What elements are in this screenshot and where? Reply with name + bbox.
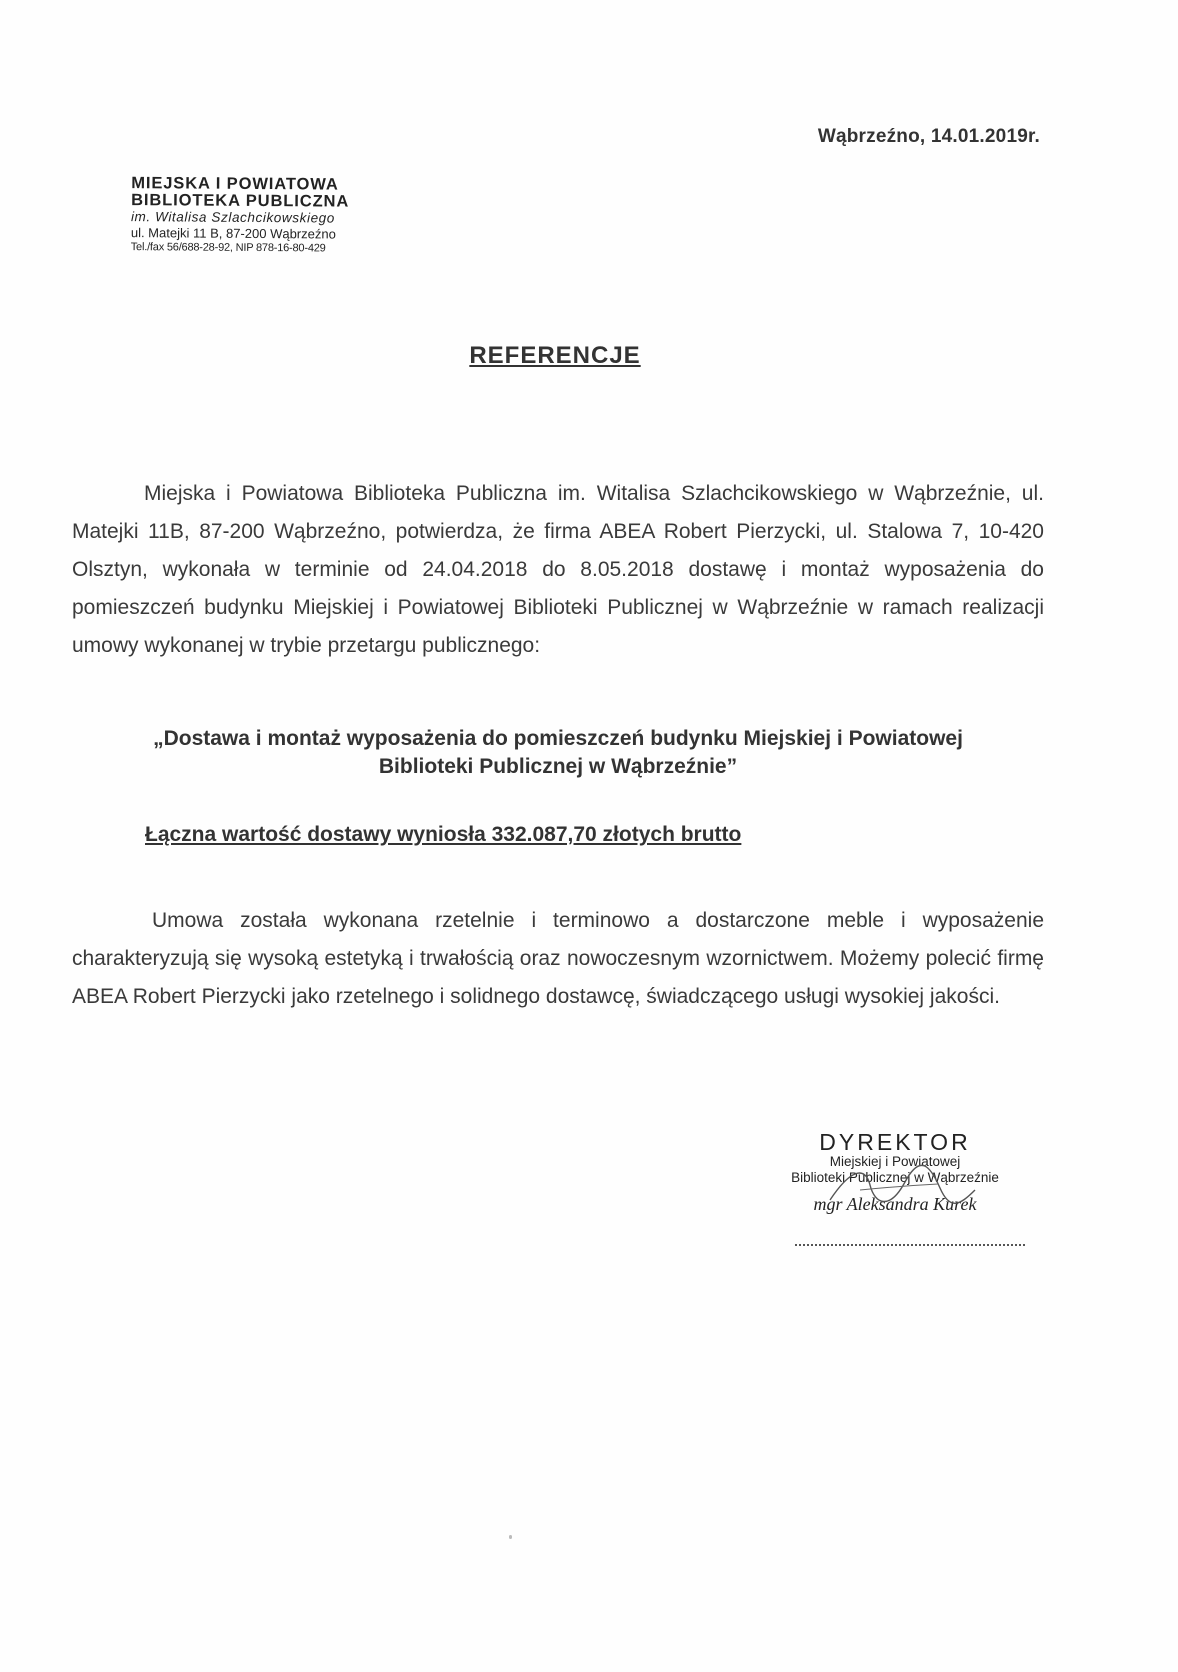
stamp-line-2: BIBLIOTEKA PUBLICZNA [131,191,350,211]
signature-title: DYREKTOR [819,1129,971,1155]
stamp-line-4: ul. Matejki 11 B, 87-200 Wąbrzeźno [130,225,336,242]
signature-dotted-line [795,1242,1025,1246]
signature-name: mgr Aleksandra Kurek [813,1194,977,1214]
stamp-line-5: Tel./fax 56/688-28-92, NIP 878-16-80-429 [130,241,326,255]
scan-speck [509,1535,512,1539]
stamp-line-3: im. Witalisa Szlachcikowskiego [130,209,335,226]
total-value: Łączna wartość dostawy wyniosła 332.087,70 złotych brutto [145,823,742,846]
paragraph-recommendation: Umowa została wykonana rzetelnie i terminowo a dostarczone meble i wyposażenie charakteryzują się wysoką estetyką i trwałością oraz nowoczesnym wzornictwem. Możemy polecić firmę ABEA Robert Pierzycki jako rzetelnego i solidnego dostawcę, świadczącego usługi wysokiej jakości. [72,909,1044,1008]
quote-line-2: Biblioteki Publicznej w Wąbrzeźnie” [378,755,738,778]
signature-line-1: Miejskiej i Powiatowej [829,1154,961,1169]
signature-line-2: Biblioteki Publicznej w Wąbrzeźnie [791,1170,999,1185]
quote-line-1: „Dostawa i montaż wyposażenia do pomieszczeń budynku Miejskiej i Powiatowej [153,727,963,750]
document-title: REFERENCJE [469,342,641,369]
contract-name-quote [72,725,1044,781]
institution-stamp [131,175,392,256]
handwritten-signature-icon [820,1160,980,1220]
letter-date: Wąbrzeźno, 14.01.2019r. [817,126,1040,147]
stamp-line-1: MIEJSKA I POWIATOWA [131,174,339,194]
paragraph-confirmation: Miejska i Powiatowa Biblioteka Publiczna im. Witalisa Szlachcikowskiego w Wąbrzeźnie, ul. Matejki 11B, 87-200 Wąbrzeźno, potwierdza, że firma ABEA Robert Pierzycki, ul. Stalowa 7, 10-420 Olsztyn, wykonała w terminie od 24.04.2018 do 8.05.2018 dostawę i montaż wyposażenia do pomieszczeń budynku Miejskiej i Powiatowej Biblioteki Publicznej w Wąbrzeźnie w ramach realizacji umowy wykonanej w trybie przetargu publicznego: [72,482,1044,657]
